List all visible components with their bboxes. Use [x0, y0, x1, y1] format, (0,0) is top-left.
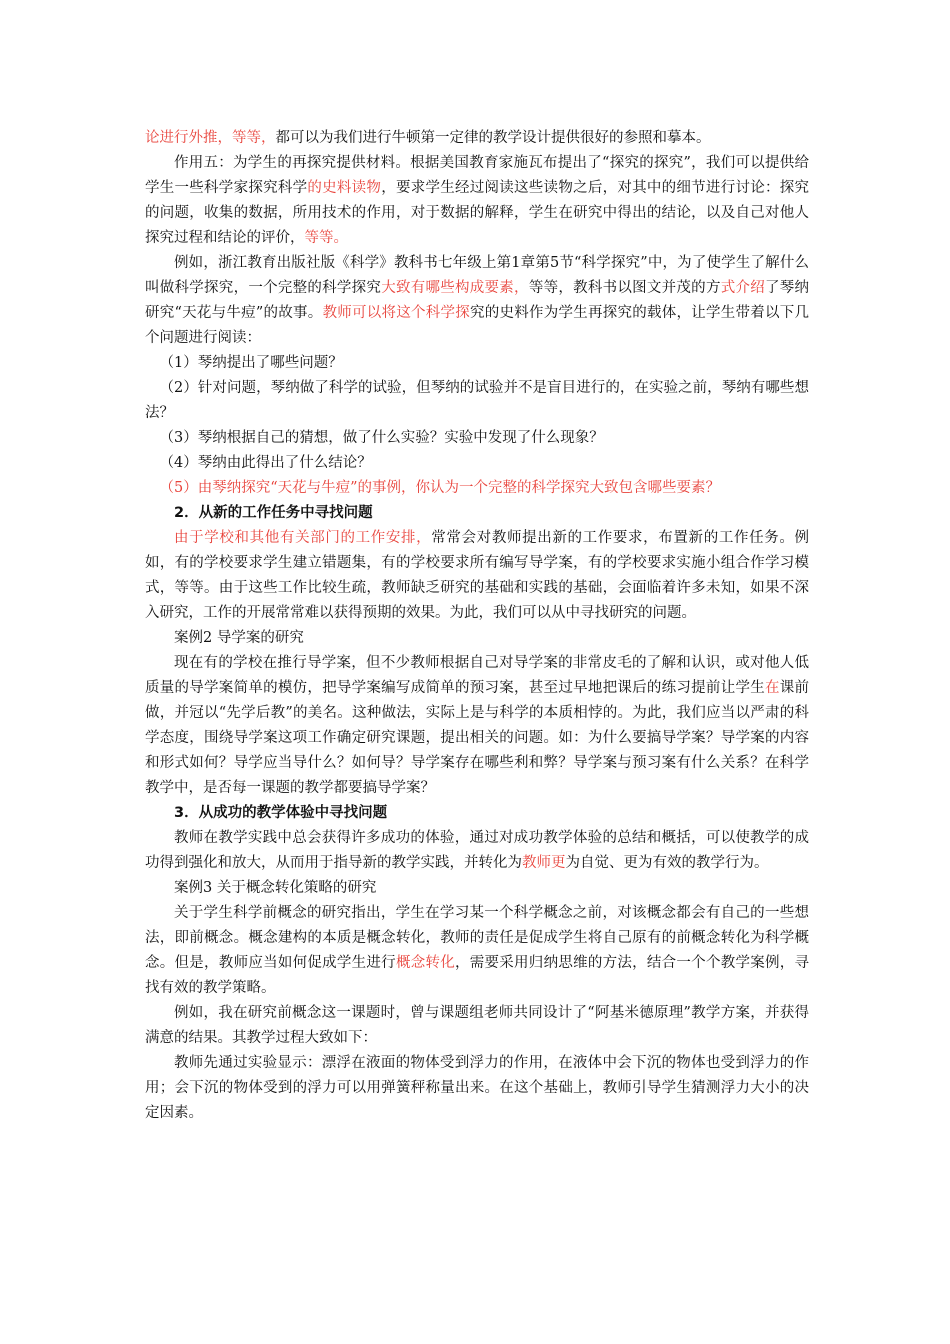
highlight-text: 教师更	[522, 855, 566, 871]
highlight-text: 的史料读物	[307, 180, 382, 196]
document-body	[145, 126, 809, 1126]
highlight-text: 教师可以将这个科学探	[322, 305, 471, 321]
question-3: （3）琴纳根据自己的猜想，做了什么实验？实验中发现了什么现象？	[159, 430, 604, 446]
question-4: （4）琴纳由此得出了什么结论？	[159, 455, 372, 471]
question-1: （1）琴纳提出了哪些问题？	[159, 355, 343, 371]
paragraph-function-five	[145, 151, 809, 251]
text-run: 究的史料作为学生再探究的载体，让学生带着以下几个问题进行阅读：	[145, 305, 810, 346]
case-2-title: 案例2 导学案的研究	[174, 630, 304, 646]
paragraph-1	[145, 126, 809, 151]
case-3-title: 案例3 关于概念转化策略的研究	[174, 880, 377, 896]
highlight-text: 大致有哪些构成要素，	[381, 280, 529, 296]
text-run: 了琴纳研究“天花与牛痘”的故事。	[145, 280, 810, 321]
question-5: （5）由琴纳探究“天花与牛痘”的事例，你认为一个完整的科学探究大致包含哪些要素？	[159, 480, 721, 496]
text-run: 常常会对教师提出新的工作要求，布置新的工作任务。例如，有的学校要求学生建立错题集，有的学校要求所有编写导学案，有的学校要求实施小组合作学习模式，等等。由于这些工作比较生疏，教师缺乏研究的基础和实践的基础，会面临着许多未知，如果不深入研究，工作的开展常常难以获得预期的效果。为此，我们可以从中寻找研究的问题。	[145, 530, 809, 621]
highlight-text: 论进行外推，等等，	[145, 130, 276, 146]
text-run: 关于学生科学前概念的研究指出，学生在学习某一个科学概念之前，对该概念都会有自己的一些想法，即前概念。概念建构的本质是概念转化，教师的责任是促成学生将自己原有的前概念转化为科学概念。但是，教师应当如何促成学生进行	[145, 905, 809, 971]
paragraph-guide-plan	[145, 651, 809, 801]
paragraph-archimedes: 例如，我在研究前概念这一课题时，曾与课题组老师共同设计了“阿基米德原理”教学方案，并获得满意的结果。其教学过程大致如下：	[145, 1005, 809, 1046]
highlight-text: 等等。	[304, 230, 348, 246]
question-2: （2）针对问题，琴纳做了科学的试验，但琴纳的试验并不是盲目进行的，在实验之前，琴纳有哪些想法？	[145, 380, 809, 421]
text-run: 课前做，并冠以“先学后教”的美名。这种做法，实际上是与科学的本质相悖的。为此，我们应当以严肃的科学态度，围绕导学案这项工作确定研究课题，提出相关的问题。如：为什么要搞导学案？导学案的内容和形式如何？导学应当导什么？如何导？导学案存在哪些利和弊？导学案与预习案有什么关系？在科学教学中，是否每一课题的教学都要搞导学案？	[145, 680, 810, 796]
paragraph-experiment: 教师先通过实验显示：漂浮在液面的物体受到浮力的作用，在液体中会下沉的物体也受到浮力的作用；会下沉的物体受到的浮力可以用弹簧秤称量出来。在这个基础上，教师引导学生猜测浮力大小的决定因素。	[145, 1055, 809, 1121]
section-heading-2: 2．从新的工作任务中寻找问题	[174, 505, 373, 521]
text-run: 教师在教学实践中总会获得许多成功的体验，通过对成功教学体验的总结和概括，可以使教学的成功得到强化和放大，从而用于指导新的教学实践，并转化为	[145, 830, 809, 871]
highlight-text: 在	[764, 680, 780, 696]
paragraph-new-tasks	[145, 526, 809, 626]
highlight-text: 式介绍	[720, 280, 766, 296]
paragraph-preconception	[145, 901, 809, 1001]
section-heading-3: 3．从成功的教学体验中寻找问题	[174, 805, 388, 821]
text-run: ，需要采用归纳思维的方法，结合一个个教学案例，寻找有效的教学策略。	[145, 955, 810, 996]
text-run: 作用五：为学生的再探究提供材料。根据美国教育家施瓦布提出了“探究的探究”，我们可以提供给学生一些科学家探究科学	[145, 155, 809, 196]
paragraph-example	[145, 251, 809, 351]
text-run: 都可以为我们进行牛顿第一定律的教学设计提供很好的参照和摹本。	[275, 130, 711, 146]
highlight-text: 由于学校和其他有关部门的工作安排，	[174, 530, 432, 546]
text-run: 例如，浙江教育出版社版《科学》教科书七年级上第1章第5节“科学探究”中，为了使学生了解什么叫做科学探究，一个完整的科学探究	[145, 255, 809, 296]
text-run: ，要求学生经过阅读这些读物之后，对其中的细节进行讨论：探究的问题，收集的数据，所用技术的作用，对于数据的解释，学生在研究中得出的结论，以及自己对他人探究过程和结论的评价，	[145, 180, 810, 246]
text-run: 为自觉、更为有效的教学行为。	[565, 855, 769, 871]
text-run: 现在有的学校在推行导学案，但不少教师根据自己对导学案的非常皮毛的了解和认识，或对他人低质量的导学案简单的模仿，把导学案编写成简单的预习案，甚至过早地把课后的练习提前让学生	[145, 655, 809, 696]
highlight-text: 概念转化	[395, 955, 455, 971]
paragraph-success	[145, 826, 809, 876]
text-run: 等等，教科书以图文并茂的方	[528, 280, 721, 296]
